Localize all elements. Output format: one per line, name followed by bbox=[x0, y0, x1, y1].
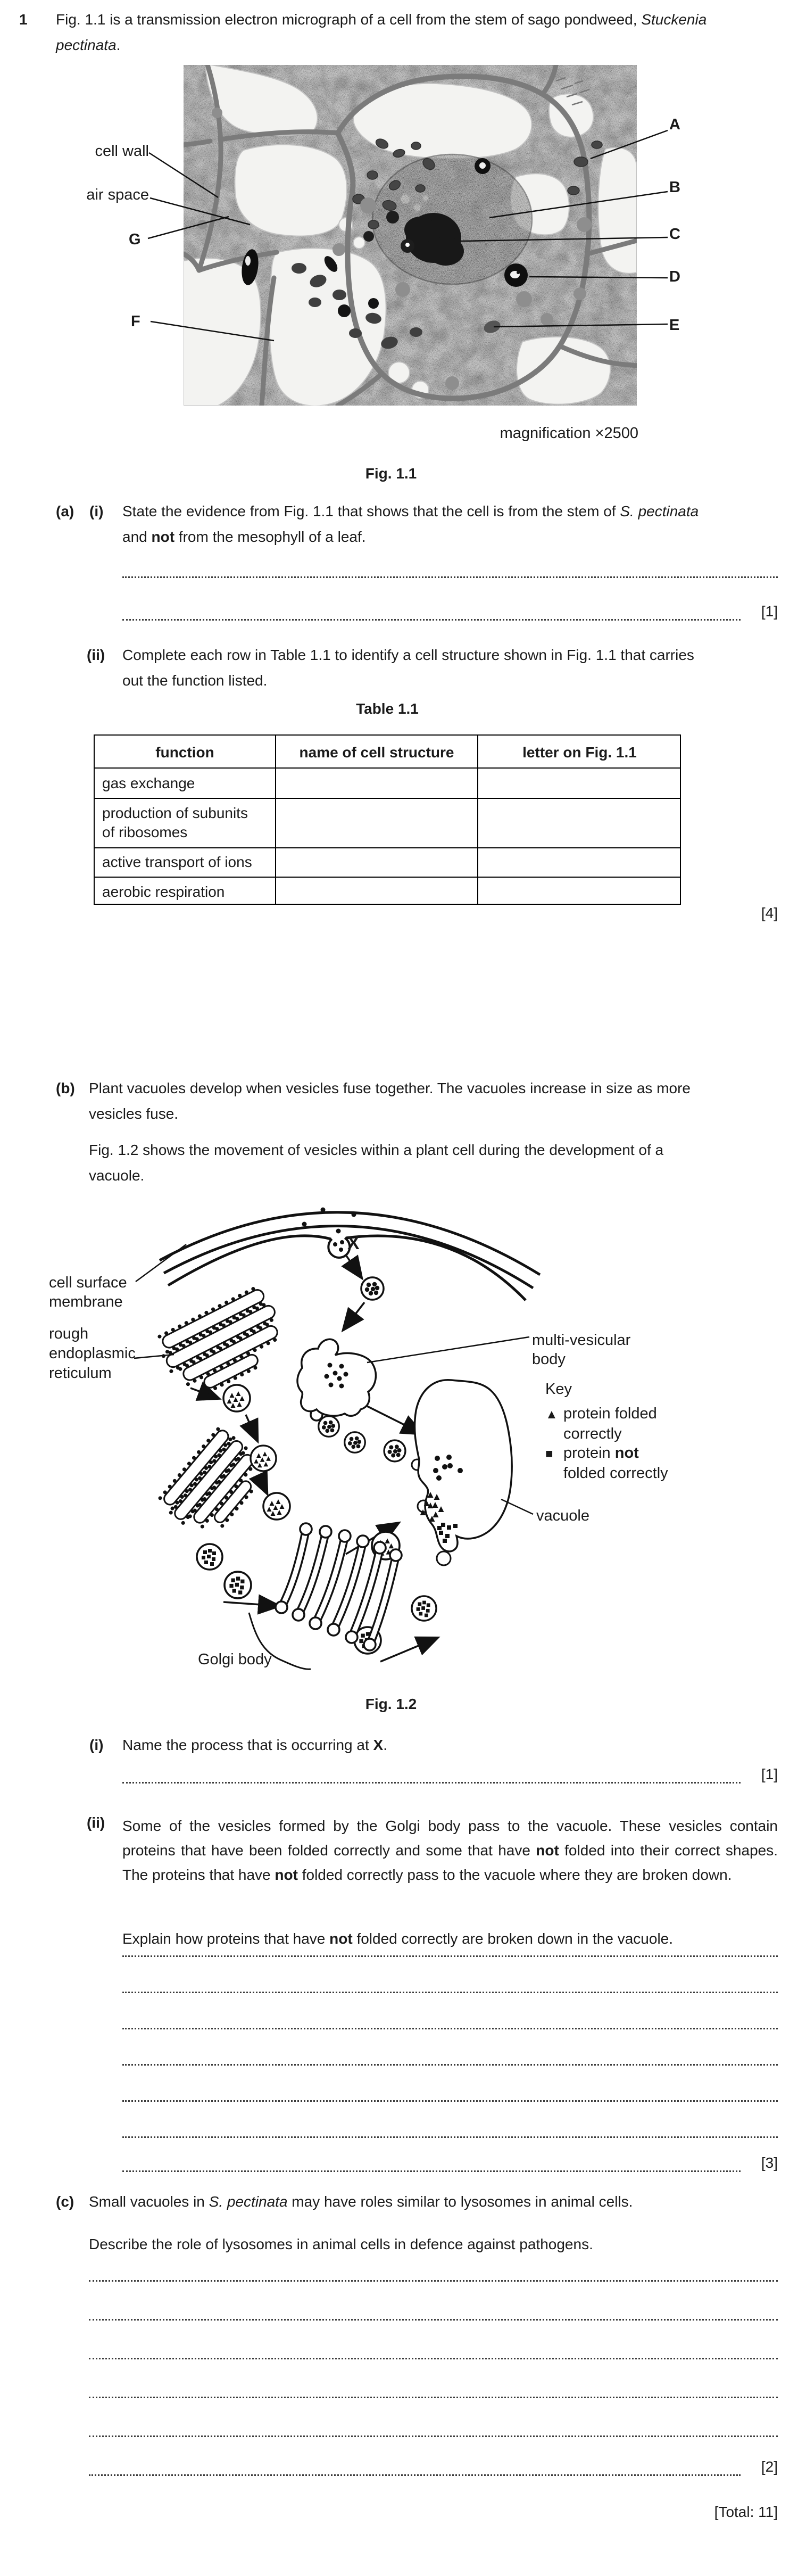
table-row-function: production of subunits of ribosomes bbox=[102, 805, 248, 840]
label-d: D bbox=[669, 268, 680, 285]
answer-line[interactable] bbox=[122, 2064, 778, 2066]
mvb-pointer-line bbox=[367, 1337, 529, 1363]
csm-pointer-line bbox=[136, 1244, 186, 1282]
arrow-icon bbox=[190, 1388, 217, 1398]
table-row-function: gas exchange bbox=[102, 775, 195, 791]
x-marker: X bbox=[347, 1233, 360, 1253]
arrow-icon bbox=[223, 1602, 277, 1606]
table-cell-letter-empty[interactable] bbox=[478, 878, 681, 905]
question-number: 1 bbox=[19, 11, 28, 28]
magnification-label: magnification ×2500 bbox=[500, 425, 638, 442]
table-cell-name-empty[interactable] bbox=[276, 799, 477, 846]
fig2-key: Key ▲ protein folded correctly ■ protein not folded correctly bbox=[545, 1381, 668, 1482]
answer-line[interactable] bbox=[122, 619, 741, 621]
total-marks: [Total: 11] bbox=[714, 2504, 778, 2520]
table-header-letter: letter on Fig. 1.1 bbox=[522, 744, 637, 761]
multi-vesicular-body-label: multi-vesicular body bbox=[532, 1332, 631, 1368]
label-c: C bbox=[669, 226, 680, 243]
table-header-name: name of cell structure bbox=[299, 744, 454, 761]
mark-c: [2] bbox=[761, 2458, 778, 2475]
table-cell-name-empty[interactable] bbox=[276, 769, 477, 797]
label-a: A bbox=[669, 116, 680, 133]
label-e: E bbox=[669, 317, 680, 334]
vesicle-unfolded-protein bbox=[412, 1596, 436, 1621]
b-intro-line-4: vacuole. bbox=[89, 1167, 145, 1184]
fig-1-2-diagram bbox=[48, 1203, 750, 1682]
answer-line[interactable] bbox=[89, 2435, 778, 2437]
golgi-body-label: Golgi body bbox=[198, 1651, 272, 1668]
rough-er-label: rough endoplasmic reticulum bbox=[49, 1325, 136, 1382]
b-ii-question-paragraph: Some of the vesicles formed by the Golgi body pass to the vacuole. These vesicles contain proteins that have been folded correctly and some that have not folded into their correct shapes. The proteins that have not folded correctly pass to the vacuole where they are broken down. bbox=[122, 1818, 778, 1883]
label-g: G bbox=[129, 231, 141, 248]
cell-wall-label: cell wall bbox=[95, 143, 149, 160]
arrow-icon bbox=[380, 1639, 435, 1662]
table-cell-letter-empty[interactable] bbox=[478, 799, 681, 846]
answer-line[interactable] bbox=[122, 2028, 778, 2029]
table-header-function: function bbox=[155, 744, 214, 761]
answer-line[interactable] bbox=[122, 576, 778, 578]
table-row-function: aerobic respiration bbox=[102, 884, 225, 900]
table-1-1 bbox=[94, 734, 681, 905]
b-intro-line-2: vesicles fuse. bbox=[89, 1105, 179, 1122]
table-cell-name-empty[interactable] bbox=[276, 878, 477, 905]
vacuole-label: vacuole bbox=[536, 1507, 589, 1524]
mark-b-ii: [3] bbox=[761, 2154, 778, 2171]
fig-1-1-micrograph bbox=[48, 65, 713, 443]
label-b: B bbox=[669, 179, 680, 196]
multi-vesicular-body bbox=[297, 1339, 376, 1421]
a-ii-question-line-2: out the function listed. bbox=[122, 672, 268, 689]
air-space-label: air space bbox=[86, 186, 149, 203]
table-cell-name-empty[interactable] bbox=[276, 848, 477, 876]
vesicle-dots bbox=[384, 1440, 405, 1462]
vesicle-dots bbox=[319, 1416, 339, 1437]
intro-line-2: pectinata. bbox=[56, 37, 121, 53]
a-i-question-line-2: and not from the mesophyll of a leaf. bbox=[122, 529, 366, 545]
protein-not-folded-icon: ■ bbox=[545, 1447, 553, 1461]
intro-line-1: Fig. 1.1 is a transmission electron micrograph of a cell from the stem of sago pondweed, Stuckenia bbox=[56, 11, 707, 28]
b-intro-line-1: Plant vacuoles develop when vesicles fuse together. The vacuoles increase in size as more bbox=[89, 1080, 691, 1096]
mark-a-ii: [4] bbox=[761, 905, 778, 921]
a-i-question-line-1: State the evidence from Fig. 1.1 that shows that the cell is from the stem of S. pectinata bbox=[122, 503, 699, 519]
answer-line[interactable] bbox=[122, 2170, 741, 2172]
cell-surface-membrane-label: cell surface membrane bbox=[49, 1274, 127, 1310]
answer-line[interactable] bbox=[89, 2319, 778, 2321]
protein-folded-icon: ▲ bbox=[545, 1407, 558, 1422]
vesicle-unfolded-protein bbox=[225, 1572, 251, 1598]
arrow-icon bbox=[259, 1475, 266, 1491]
fig-1-1-caption: Fig. 1.1 bbox=[365, 465, 417, 482]
c-question-line-2: Describe the role of lysosomes in animal cells in defence against pathogens. bbox=[89, 2236, 593, 2252]
part-b-ii-label: (ii) bbox=[87, 1814, 105, 1831]
b-ii-explain-line: Explain how proteins that have not folded correctly are broken down in the vacuole. bbox=[122, 1930, 674, 1947]
part-b-label: (b) bbox=[56, 1080, 75, 1096]
arrow-icon bbox=[345, 1302, 364, 1328]
part-b-i-label: (i) bbox=[89, 1737, 104, 1753]
key-title: Key bbox=[545, 1381, 572, 1398]
vesicle-folded-protein bbox=[251, 1446, 276, 1471]
vacuole bbox=[412, 1380, 512, 1565]
vesicle-dots bbox=[345, 1432, 365, 1453]
part-a-ii-label: (ii) bbox=[87, 647, 105, 663]
c-question-line-1: Small vacuoles in S. pectinata may have roles similar to lysosomes in animal cells. bbox=[89, 2193, 633, 2210]
part-a-i-label: (i) bbox=[89, 503, 104, 519]
micrograph-art bbox=[48, 65, 713, 443]
answer-line[interactable] bbox=[122, 1955, 778, 1957]
part-a-label: (a) bbox=[56, 503, 74, 519]
b-i-question: Name the process that is occurring at X. bbox=[122, 1737, 388, 1753]
answer-line[interactable] bbox=[122, 2100, 778, 2102]
answer-line[interactable] bbox=[89, 2397, 778, 2398]
b-intro-line-3: Fig. 1.2 shows the movement of vesicles within a plant cell during the development of a bbox=[89, 1142, 664, 1158]
answer-line[interactable] bbox=[89, 2280, 778, 2282]
vesicle-folded-protein bbox=[263, 1493, 290, 1520]
golgi-body bbox=[276, 1523, 402, 1650]
table-cell-letter-empty[interactable] bbox=[478, 769, 681, 797]
fig-1-2-caption: Fig. 1.2 bbox=[365, 1696, 417, 1712]
arrow-icon bbox=[246, 1415, 256, 1439]
cell-surface-membrane bbox=[160, 1212, 540, 1300]
a-ii-question-line-1: Complete each row in Table 1.1 to identify a cell structure shown in Fig. 1.1 that carries bbox=[122, 647, 694, 663]
answer-line[interactable] bbox=[89, 2358, 778, 2359]
mark-a-i: [1] bbox=[761, 603, 778, 620]
vesicle-dots bbox=[361, 1277, 384, 1300]
mark-b-i: [1] bbox=[761, 1766, 778, 1782]
table-cell-letter-empty[interactable] bbox=[478, 848, 681, 876]
answer-line[interactable] bbox=[89, 2474, 741, 2476]
vesicle-folded-protein bbox=[223, 1385, 250, 1411]
answer-line[interactable] bbox=[122, 1992, 778, 1993]
part-c-label: (c) bbox=[56, 2193, 74, 2210]
vesicle-unfolded-protein bbox=[197, 1544, 222, 1570]
answer-line[interactable] bbox=[122, 1782, 741, 1784]
label-f: F bbox=[131, 313, 140, 330]
table-1-1-caption: Table 1.1 bbox=[356, 700, 419, 717]
rough-er-stack-2 bbox=[157, 1426, 271, 1543]
answer-line[interactable] bbox=[122, 2136, 778, 2138]
table-row-function: active transport of ions bbox=[102, 854, 252, 870]
rough-er-stack-1 bbox=[155, 1285, 294, 1403]
arrow-icon bbox=[346, 1255, 360, 1276]
